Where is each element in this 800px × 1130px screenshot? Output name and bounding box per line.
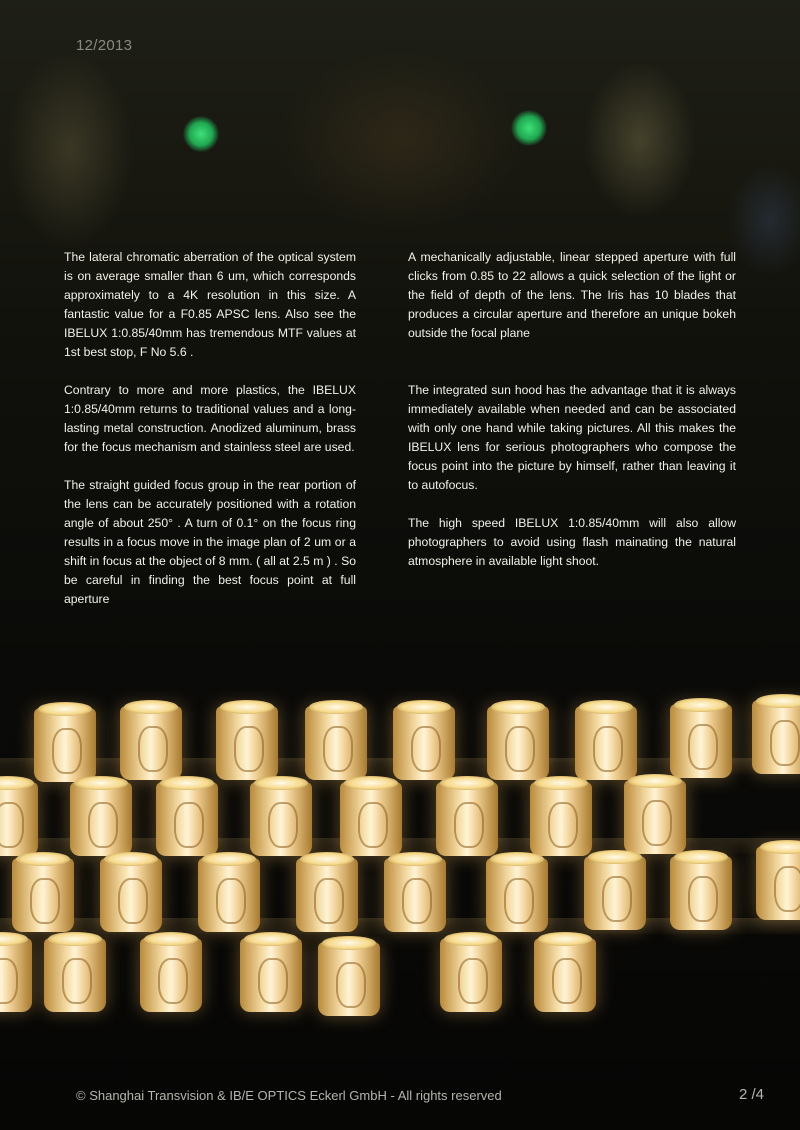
candle-image xyxy=(156,782,218,856)
candle-image xyxy=(340,782,402,856)
candle-image xyxy=(384,858,446,932)
paragraph-focus-group: The straight guided focus group in the rear portion of the lens can be accurately positioned with a rotation angle of about 250° . A turn of 0.1° on the focus ring results in a focus move in the image plan of 2 um or a shift in focus at the object of 8 mm. ( all at 2.5 m ) . So be careful in finding the best focus point at full aperture xyxy=(64,478,356,606)
candle-image xyxy=(240,938,302,1012)
candle-image xyxy=(486,858,548,932)
candle-image xyxy=(0,938,32,1012)
candle-image xyxy=(250,782,312,856)
copyright-notice: © Shanghai Transvision & IB/E OPTICS Eckerl GmbH - All rights reserved xyxy=(76,1088,502,1103)
candle-image xyxy=(140,938,202,1012)
candle-image xyxy=(34,708,96,782)
paragraph-metal-construction: Contrary to more and more plastics, the IBELUX 1:0.85/40mm returns to traditional values and a long-lasting metal construction. Anodized aluminum, brass for the focus mechanism and stainless steel are used. xyxy=(64,383,356,454)
candle-image xyxy=(44,938,106,1012)
green-light-right-icon xyxy=(511,110,547,146)
candle-image xyxy=(198,858,260,932)
left-text-column xyxy=(64,248,356,628)
issue-date: 12/2013 xyxy=(76,37,133,54)
paragraph-aperture: A mechanically adjustable, linear stepped aperture with full clicks from 0.85 to 22 allows a quick selection of the light or the field of depth of the lens. The Iris has 10 blades that produces a circular aperture and therefore an unique bokeh outside the focal plane xyxy=(408,250,736,340)
candle-image xyxy=(120,706,182,780)
candle-image xyxy=(534,938,596,1012)
candle-image xyxy=(530,782,592,856)
candle-image xyxy=(305,706,367,780)
candle-image xyxy=(756,846,800,920)
candle-image xyxy=(584,856,646,930)
candle-image xyxy=(624,780,686,854)
candle-image xyxy=(393,706,455,780)
candle-image xyxy=(752,700,800,774)
candle-image xyxy=(670,704,732,778)
candle-image xyxy=(296,858,358,932)
candle-image xyxy=(0,782,38,856)
candle-image xyxy=(487,706,549,780)
green-light-left-icon xyxy=(183,116,219,152)
candle-image xyxy=(440,938,502,1012)
candle-image xyxy=(670,856,732,930)
candle-image xyxy=(436,782,498,856)
candle-image xyxy=(100,858,162,932)
candle-image xyxy=(318,942,380,1016)
candle-image xyxy=(70,782,132,856)
page-number: 2 /4 xyxy=(738,1086,764,1103)
candle-photo xyxy=(0,680,800,1060)
candle-image xyxy=(12,858,74,932)
paragraph-sun-hood: The integrated sun hood has the advantage that it is always immediately available when needed and can be associated with only one hand while taking pictures. All this makes the IBELUX lens for serious photographers who compose the focus point into the picture by himself, rather than leaving it to autofocus. xyxy=(408,383,736,492)
paragraph-chromatic-aberration: The lateral chromatic aberration of the optical system is on average smaller than 6 um, which corresponds approximately to a 4K resolution in this size. A fantastic value for a F0.85 APSC lens. Also see the IBELUX 1:0.85/40mm has tremendous MTF values at 1st best stop, F No 5.6 . xyxy=(64,250,356,359)
candle-image xyxy=(575,706,637,780)
candle-image xyxy=(216,706,278,780)
paragraph-high-speed: The high speed IBELUX 1:0.85/40mm will also allow photographers to avoid using flash mainating the natural atmosphere in available light shoot. xyxy=(408,516,736,568)
right-text-column xyxy=(408,248,736,590)
